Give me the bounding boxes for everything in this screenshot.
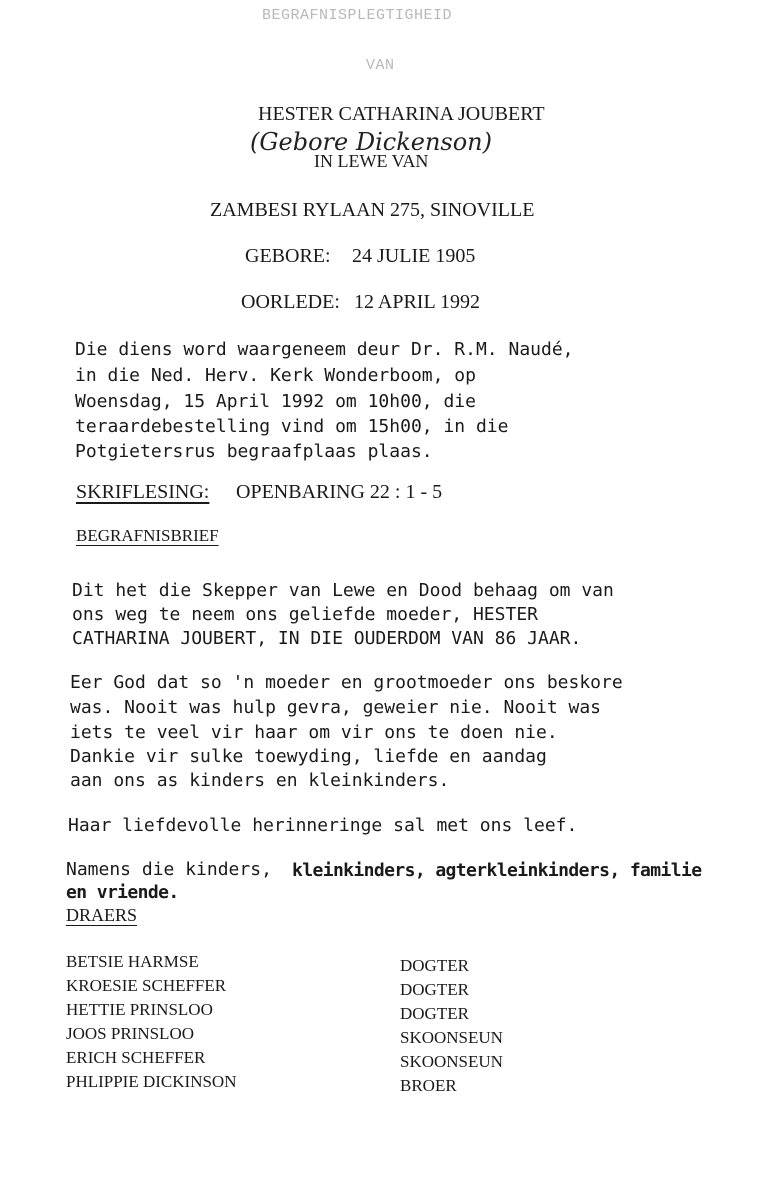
service-line: in die Ned. Herv. Kerk Wonderboom, op <box>75 365 476 386</box>
closing-bold: kleinkinders, agterkleinkinders, familie <box>292 860 702 881</box>
bearer-name: KROESIE SCHEFFER <box>66 976 227 995</box>
program-title: BEGRAFNISPLEGTIGHEID <box>262 7 453 24</box>
letter-line: was. Nooit was hulp gevra, geweier nie. Nooit was <box>70 697 602 718</box>
service-line: Die diens word waargeneem deur Dr. R.M. Naudé, <box>75 339 574 360</box>
letter-heading: BEGRAFNISBRIEF <box>76 526 219 545</box>
bearer-relation: DOGTER <box>400 956 469 975</box>
bearer-relation: SKOONSEUN <box>400 1052 503 1071</box>
bearer-relation: BROER <box>400 1076 457 1095</box>
in-lewe-van: IN LEWE VAN <box>314 151 429 171</box>
letter-line: ons weg te neem ons geliefde moeder, HESTER <box>72 604 538 625</box>
bearer-relation: SKOONSEUN <box>400 1028 503 1047</box>
born-label: GEBORE: <box>245 245 331 267</box>
bearer-name: HETTIE PRINSLOO <box>66 1000 213 1019</box>
letter-line: Haar liefdevolle herinneringe sal met ons leef. <box>68 815 578 836</box>
bearer-name: JOOS PRINSLOO <box>66 1024 194 1043</box>
bearer-name: ERICH SCHEFFER <box>66 1048 206 1067</box>
scripture-label: SKRIFLESING: <box>76 481 210 503</box>
letter-line: CATHARINA JOUBERT, IN DIE OUDERDOM VAN 86 JAAR. <box>72 628 582 649</box>
closing-prefix: Namens die kinders, <box>66 859 272 880</box>
bearers-heading: DRAERS <box>66 905 138 925</box>
service-line: teraardebestelling vind om 15h00, in die <box>75 416 509 437</box>
letter-line: iets te veel vir haar om vir ons te doen nie. <box>70 722 558 743</box>
died-date: 12 APRIL 1992 <box>354 291 480 313</box>
letter-line: Dankie vir sulke toewyding, liefde en aandag <box>70 746 547 767</box>
van-line: VAN <box>366 57 395 74</box>
born-date: 24 JULIE 1905 <box>352 245 476 267</box>
closing-line2: en vriende. <box>66 882 179 903</box>
letter-line: aan ons as kinders en kleinkinders. <box>70 770 450 791</box>
bearer-relation: DOGTER <box>400 980 469 999</box>
address: ZAMBESI RYLAAN 275, SINOVILLE <box>210 199 535 221</box>
bearer-name: PHLIPPIE DICKINSON <box>66 1072 237 1091</box>
letter-line: Dit het die Skepper van Lewe en Dood behaag om van <box>72 580 614 601</box>
bearer-name: BETSIE HARMSE <box>66 952 199 971</box>
died-label: OORLEDE: <box>241 291 340 313</box>
service-line: Potgietersrus begraafplaas plaas. <box>75 441 433 462</box>
bearer-relation: DOGTER <box>400 1004 469 1023</box>
handwritten-note: (Gebore Dickenson) <box>250 128 493 156</box>
deceased-name: HESTER CATHARINA JOUBERT <box>258 103 545 125</box>
service-line: Woensdag, 15 April 1992 om 10h00, die <box>75 391 476 412</box>
letter-line: Eer God dat so 'n moeder en grootmoeder ons beskore <box>70 672 623 693</box>
scripture-reference: OPENBARING 22 : 1 - 5 <box>236 481 443 503</box>
